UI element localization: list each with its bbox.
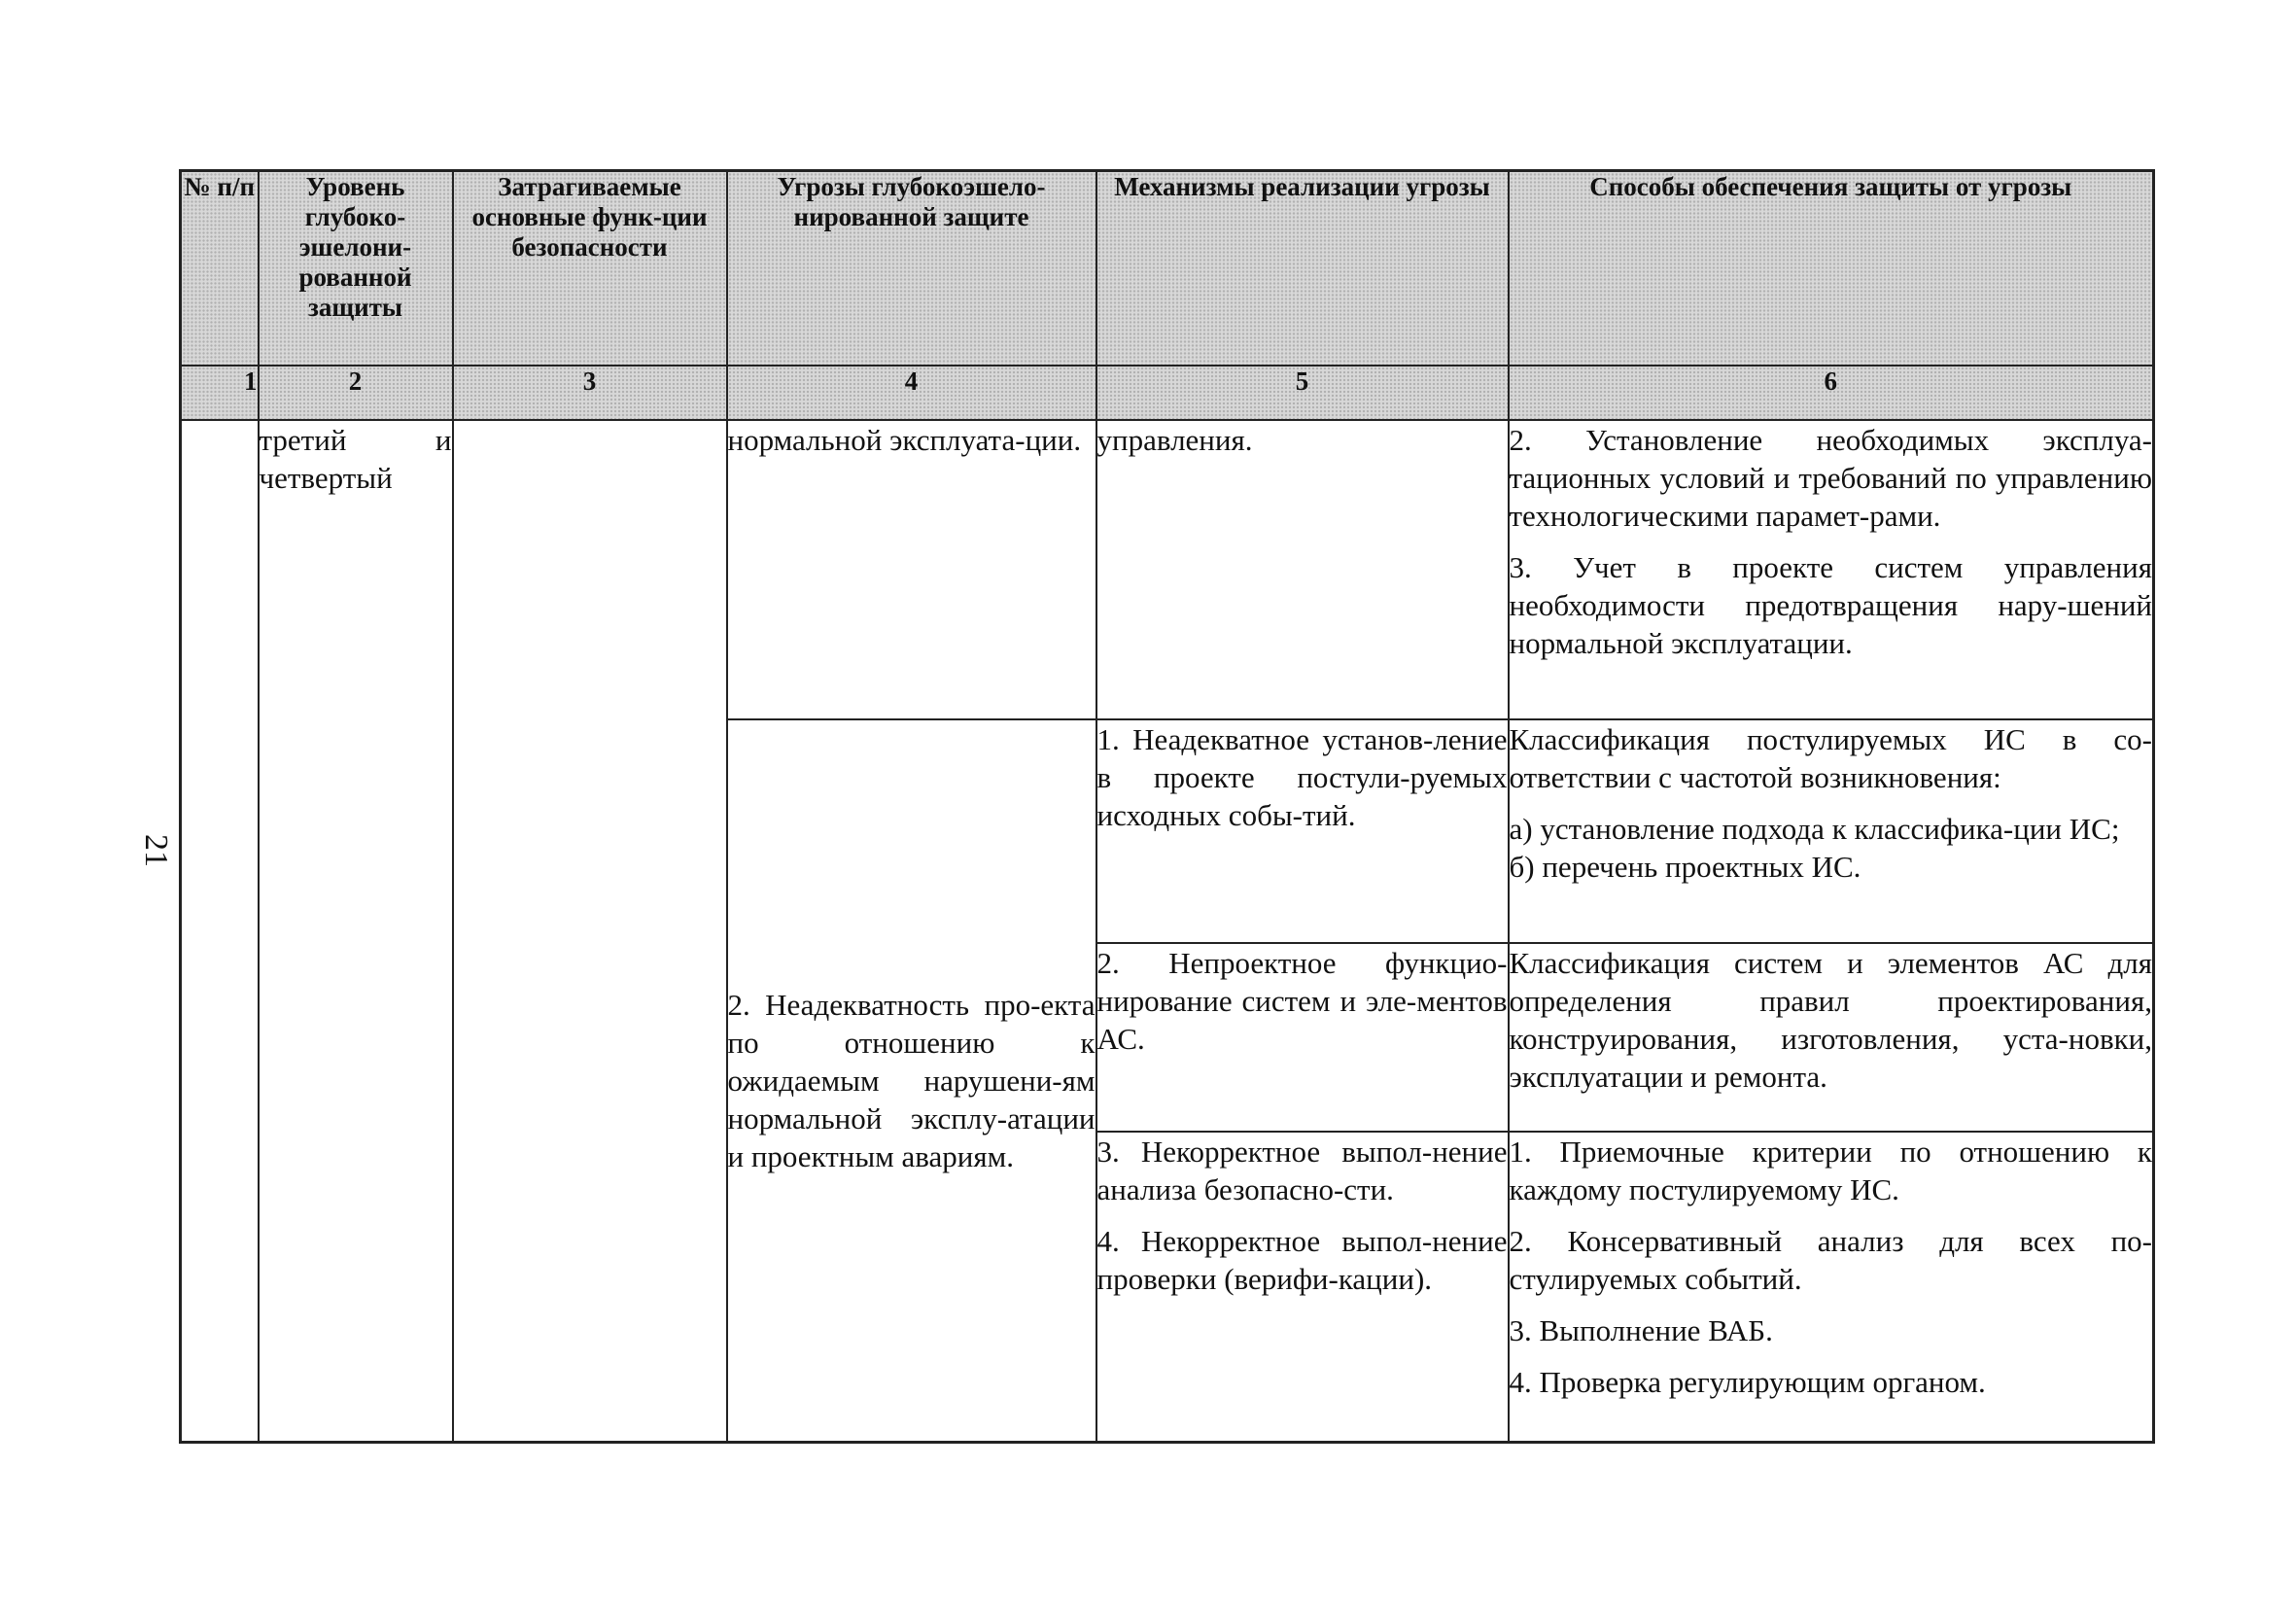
header-threats: Угрозы глубокоэшело-нированной защите (727, 171, 1096, 366)
protection-cell (1509, 1132, 2154, 1443)
mechanism-cell (1096, 1132, 1509, 1443)
protection-item: Классификация постулируемых ИС в со-ответствии с частотой возникновения: (1509, 721, 2152, 794)
mechanism-cell: 1. Неадекватное установ-ление в проекте постули-руемых исходных собы-тий. (1096, 719, 1509, 943)
protection-cell (1509, 420, 2154, 719)
protection-item: 2. Консервативный анализ для всех по-стулируемых событий. (1509, 1223, 2152, 1296)
column-number-6: 6 (1509, 366, 2154, 420)
header-number: № п/п (181, 171, 259, 366)
number-cell (181, 420, 259, 1443)
protection-cell: Классификация систем и элементов АС для определения правил проектирования, конструирования, изготовления, уста-новки, эксплуатации и ремонта. (1509, 943, 2154, 1132)
protection-item: 3. Выполнение ВАБ. (1509, 1312, 1773, 1347)
column-number-2: 2 (259, 366, 453, 420)
safety-functions-cell (453, 420, 727, 1443)
mechanism-item: 3. Некорректное выпол-нение анализа безопасно-сти. (1096, 1134, 1508, 1206)
page-number: 21 (138, 834, 174, 867)
protection-item: 4. Проверка регулирующим органом. (1509, 1364, 1986, 1399)
header-defense-level: Уровень глубоко-эшелони-рованной защиты (259, 171, 453, 366)
protection-item: б) перечень проектных ИС. (1509, 849, 1861, 884)
mechanism-item: 4. Некорректное выпол-нение проверки (верифи-кации). (1096, 1223, 1508, 1296)
header-row (181, 171, 2154, 366)
mechanism-cell: 2. Непроектное функцио-нирование систем и эле-ментов АС. (1096, 943, 1509, 1132)
protection-item: 3. Учет в проекте систем управления необходимости предотвращения нару-шений нормальной эксплуатации. (1509, 549, 2152, 660)
threats-table (179, 169, 2155, 1444)
defense-level-cell: третий и четвертый (259, 420, 453, 1443)
protection-item: 1. Приемочные критерии по отношению к каждому постулируемому ИС. (1509, 1134, 2152, 1206)
header-mechanisms: Механизмы реализации угрозы (1096, 171, 1509, 366)
header-protection-methods: Способы обеспечения защиты от угрозы (1509, 171, 2154, 366)
threat-cell: 2. Неадекватность про-екта по отношению к ожидаемым нарушени-ям нормальной эксплу-атации и проектным авариям. (727, 719, 1096, 1443)
column-number-row (181, 366, 2154, 420)
column-number-5: 5 (1096, 366, 1509, 420)
header-safety-functions: Затрагиваемые основные функ-ции безопасности (453, 171, 727, 366)
threat-cell: нормальной эксплуата-ции. (727, 420, 1096, 719)
column-number-3: 3 (453, 366, 727, 420)
mechanism-cell: управления. (1096, 420, 1509, 719)
protection-item: а) установление подхода к классифика-ции ИС; (1509, 811, 2120, 846)
column-number-1: 1 (181, 366, 259, 420)
protection-cell (1509, 719, 2154, 943)
column-number-4: 4 (727, 366, 1096, 420)
protection-item: 2. Установление необходимых эксплуа-тационных условий и требований по управлению технологическими парамет-рами. (1509, 422, 2152, 533)
table-row (181, 420, 2154, 719)
